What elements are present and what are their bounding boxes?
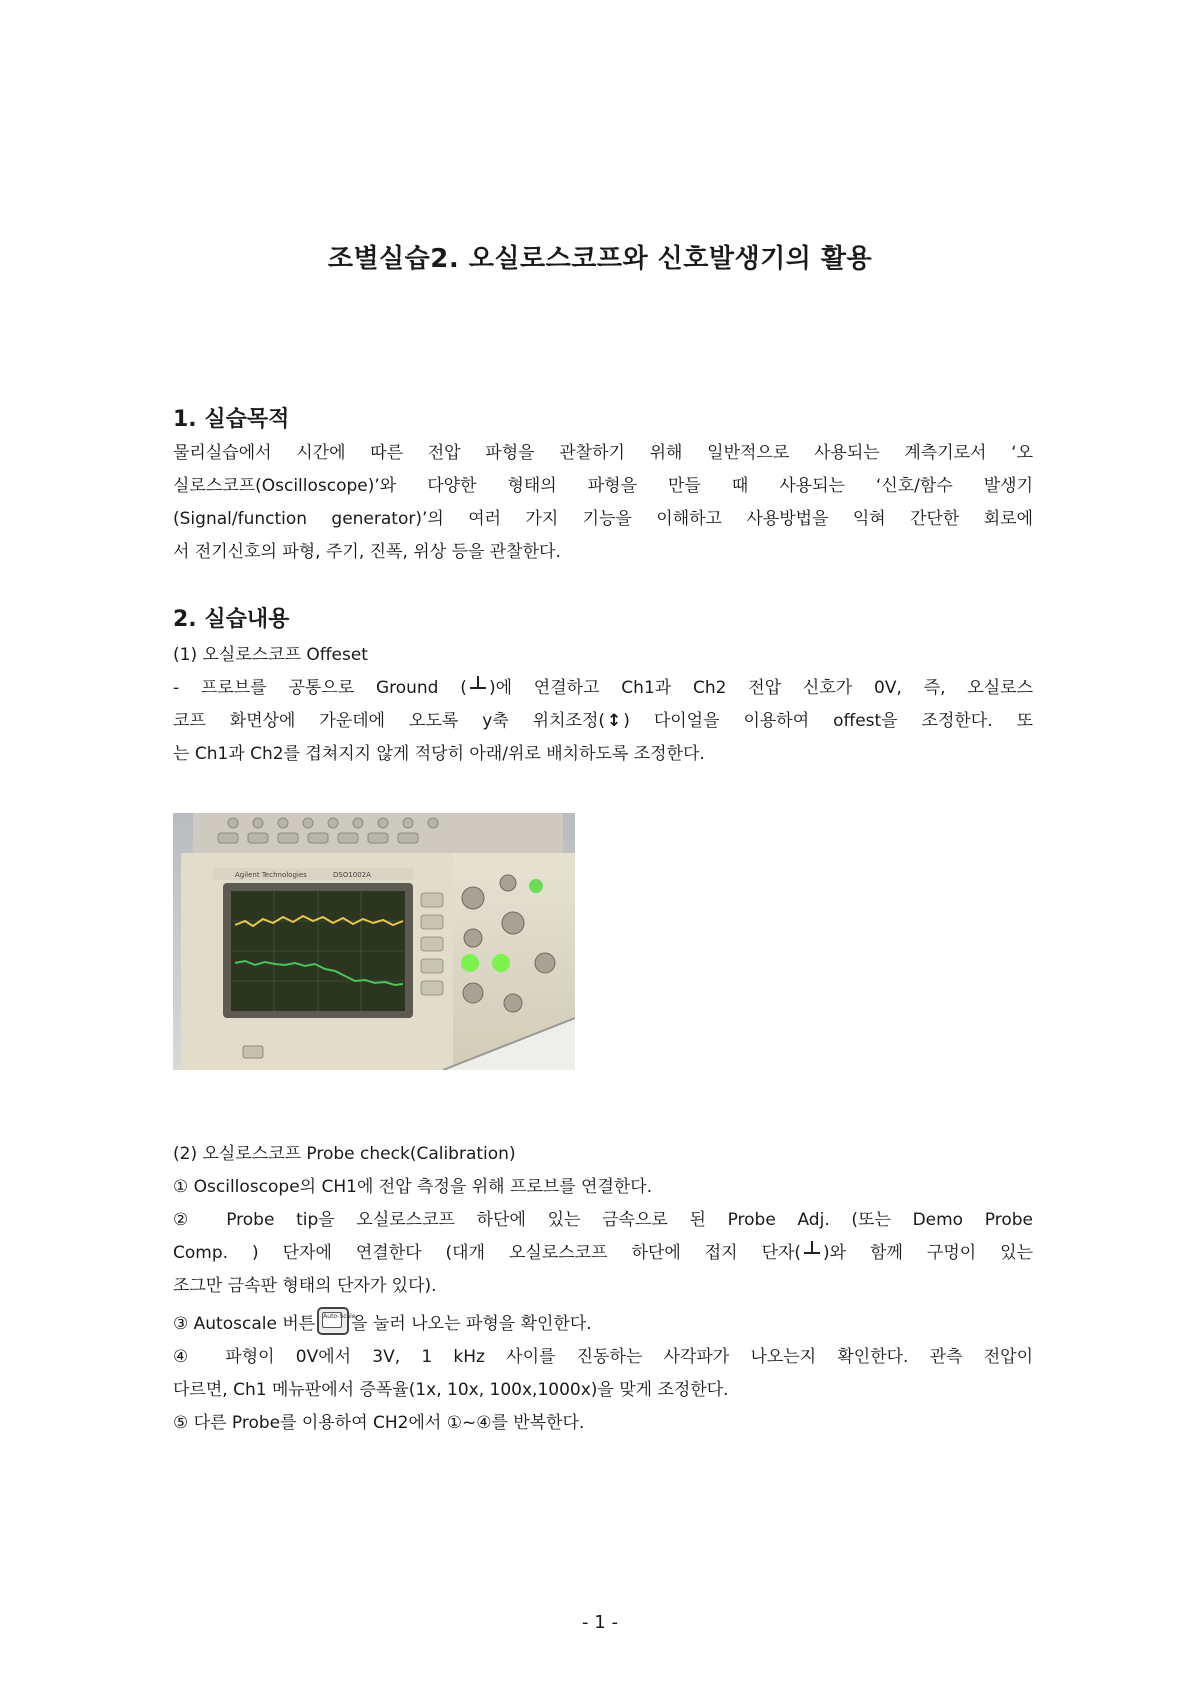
- ground-symbol-icon: [470, 676, 486, 696]
- paragraph-line: 는 Ch1과 Ch2를 겹쳐지지 않게 적당히 아래/위로 배치하도록 조정한다.: [173, 744, 705, 764]
- step-2-line: [173, 1237, 1033, 1270]
- text-fragment: Comp. ) 단자에 연결한다 (대개 오실로스코프 하단에 접지 단자(: [173, 1243, 802, 1263]
- paragraph-line: [173, 705, 1033, 738]
- section-1-body: [173, 437, 1033, 569]
- paragraph-line: (Signal/function generator)’의 여러 가지 기능을 이해하고 사용방법을 익혀 간단한 회로에: [173, 509, 1033, 529]
- step-3: [173, 1307, 1033, 1341]
- subsection-title: (1) 오실로스코프 Offeset: [173, 645, 368, 665]
- paragraph-line: 실로스코프(Oscilloscope)’와 다양한 형태의 파형을 만들 때 사용되는 ‘신호/함수 발생기: [173, 476, 1033, 496]
- page-number: - 1 -: [582, 1612, 618, 1633]
- text-fragment: )에 연결하고 Ch1과 Ch2 전압 신호가 0V, 즉, 오실로스: [488, 678, 1033, 698]
- step-2-line: 조그만 금속판 형태의 단자가 있다).: [173, 1276, 437, 1296]
- oscilloscope-model-label: DSO1002A: [333, 871, 371, 879]
- text-fragment: ③ Autoscale 버튼: [173, 1314, 316, 1334]
- page-title: 조별실습2. 오실로스코프와 신호발생기의 활용: [327, 244, 873, 274]
- section-2-heading: 2. 실습내용: [173, 607, 290, 632]
- text-fragment: )와 함께 구멍이 있는: [823, 1243, 1033, 1263]
- oscilloscope-brand-label: Agilent Technologies: [235, 871, 307, 879]
- ground-symbol-icon: [804, 1241, 820, 1261]
- section-2-sub2: [173, 1138, 1033, 1440]
- text-fragment: 을 눌러 나오는 파형을 확인한다.: [351, 1314, 592, 1334]
- step-4-line: ④ 파형이 0V에서 3V, 1 kHz 사이를 진동하는 사각파가 나오는지 확인한다. 관측 전압이: [173, 1347, 1033, 1367]
- section-2-sub1: [173, 639, 1033, 771]
- text-fragment: 코프 화면상에 가운데에 오도록 y축 위치조정(: [173, 711, 605, 731]
- text-fragment: - 프로브를 공통으로 Ground (: [173, 678, 467, 698]
- paragraph-line: 물리실습에서 시간에 따른 전압 파형을 관찰하기 위해 일반적으로 사용되는 계측기로서 ‘오: [173, 443, 1033, 463]
- vertical-position-icon: ↕: [607, 711, 622, 731]
- step-2-line: ② Probe tip을 오실로스코프 하단에 있는 금속으로 된 Probe Adj. (또는 Demo Probe: [173, 1210, 1033, 1230]
- step-1: ① Oscilloscope의 CH1에 전압 측정을 위해 프로브를 연결한다.: [173, 1177, 653, 1197]
- section-1-heading: 1. 실습목적: [173, 407, 290, 432]
- step-4-line: 다르면, Ch1 메뉴판에서 증폭율(1x, 10x, 100x,1000x)을 맞게 조정한다.: [173, 1380, 729, 1400]
- paragraph-line: [173, 672, 1033, 705]
- autoscale-button-icon: [317, 1307, 356, 1335]
- paragraph-line: 서 전기신호의 파형, 주기, 진폭, 위상 등을 관찰한다.: [173, 542, 561, 562]
- subsection-title: (2) 오실로스코프 Probe check(Calibration): [173, 1144, 516, 1164]
- autoscale-button-label: Auto-Scale: [322, 1312, 342, 1328]
- oscilloscope-photo: [173, 813, 575, 1070]
- step-5: ⑤ 다른 Probe를 이용하여 CH2에서 ①~④를 반복한다.: [173, 1413, 585, 1433]
- text-fragment: ) 다이얼을 이용하여 offest을 조정한다. 또: [623, 711, 1033, 731]
